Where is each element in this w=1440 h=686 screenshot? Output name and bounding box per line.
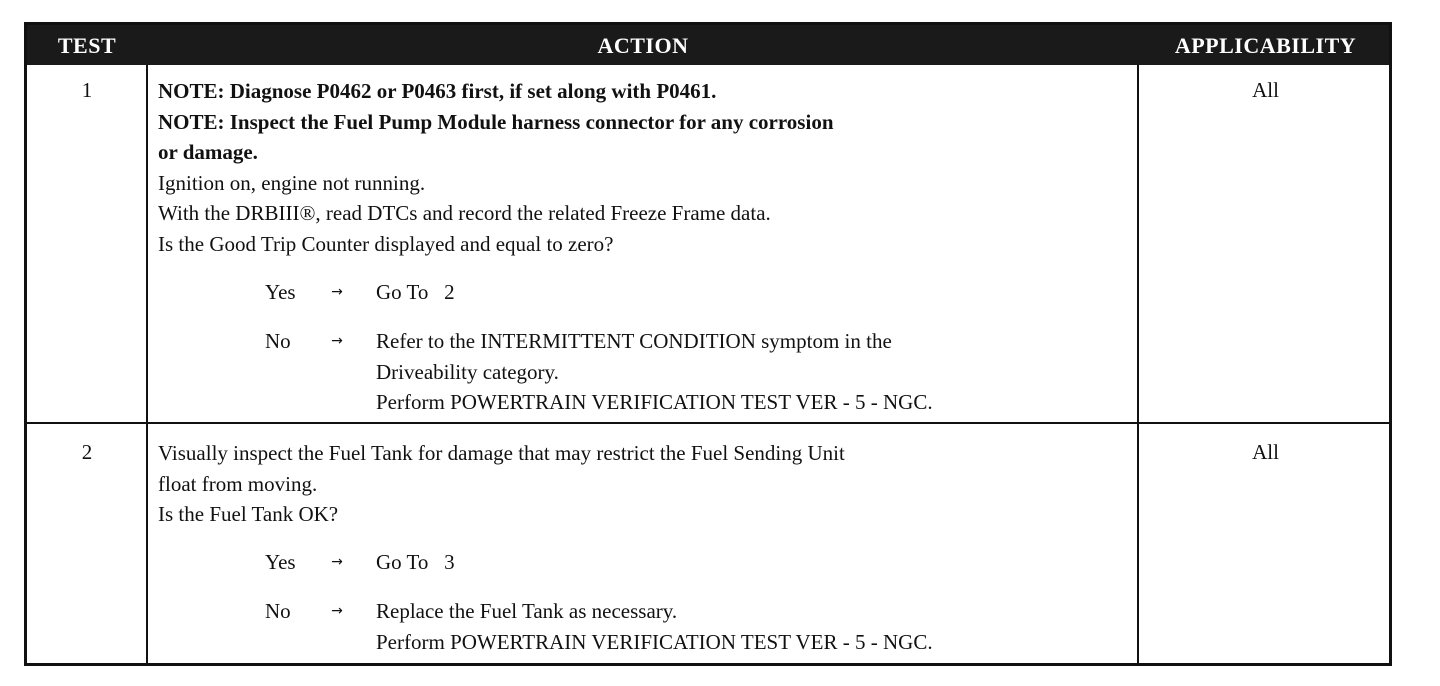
- column-divider: [146, 65, 148, 663]
- arrow-right-icon: →: [331, 554, 343, 570]
- no-action-line: Refer to the INTERMITTENT CONDITION symptom in the: [376, 329, 892, 353]
- arrow-right-icon: →: [331, 333, 343, 349]
- note-line: NOTE: Inspect the Fuel Pump Module harness connector for any corrosion: [158, 109, 834, 134]
- applicability-value: All: [1252, 440, 1279, 464]
- yes-response: [265, 277, 1131, 308]
- row-divider: [27, 422, 1389, 424]
- test-number: 2: [81, 440, 93, 464]
- applicability-value: All: [1252, 78, 1279, 102]
- header-applicability: APPLICABILITY: [1174, 33, 1357, 58]
- no-response: [265, 596, 1131, 660]
- no-action-line: Driveability category.: [376, 359, 559, 384]
- header-action: ACTION: [597, 33, 689, 58]
- no-action-line: Perform POWERTRAIN VERIFICATION TEST VER - 5 - NGC.: [376, 629, 933, 654]
- instruction-line: With the DRBIII®, read DTCs and record the related Freeze Frame data.: [158, 201, 771, 225]
- arrow-right-icon: →: [331, 603, 343, 619]
- yes-response: [265, 547, 1131, 578]
- no-response: [265, 326, 1131, 421]
- no-label: No: [265, 329, 291, 353]
- note-line: or damage.: [158, 140, 258, 164]
- instruction-line: float from moving.: [158, 471, 318, 496]
- column-divider: [1137, 65, 1139, 663]
- question-line: Is the Good Trip Counter displayed and equal to zero?: [158, 231, 614, 256]
- test-number: 1: [81, 78, 93, 102]
- yes-label: Yes: [265, 550, 296, 574]
- action-text: [158, 76, 1132, 259]
- diagnostic-table: [24, 22, 1392, 666]
- no-action-text: [376, 596, 1131, 657]
- no-label: No: [265, 599, 291, 623]
- instruction-line: Visually inspect the Fuel Tank for damage that may restrict the Fuel Sending Unit: [158, 441, 845, 465]
- no-action-line: Perform POWERTRAIN VERIFICATION TEST VER - 5 - NGC.: [376, 390, 933, 414]
- goto-text: Go To 3: [376, 550, 455, 574]
- question-line: Is the Fuel Tank OK?: [158, 502, 339, 526]
- instruction-line: Ignition on, engine not running.: [158, 170, 426, 195]
- header-test: TEST: [57, 33, 117, 58]
- note-line: NOTE: Diagnose P0462 or P0463 first, if set along with P0461.: [158, 79, 717, 103]
- table-header: [27, 25, 1389, 65]
- no-action-line: Replace the Fuel Tank as necessary.: [376, 599, 678, 623]
- arrow-right-icon: →: [331, 284, 343, 300]
- no-action-text: [376, 326, 1131, 418]
- yes-label: Yes: [265, 280, 296, 304]
- action-text: [158, 438, 1132, 530]
- goto-text: Go To 2: [376, 280, 455, 304]
